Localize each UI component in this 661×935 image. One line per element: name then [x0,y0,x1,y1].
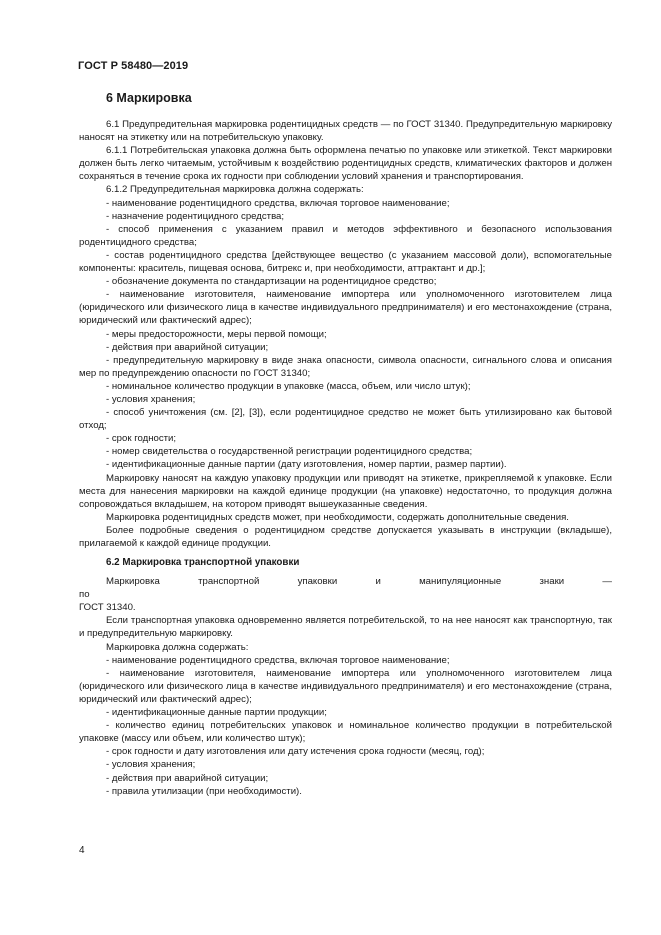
paragraph: - правила утилизации (при необходимости). [106,785,302,797]
paragraph: - срок годности и дату изготовления или дату истечения срока годности (месяц, год); [106,746,485,758]
paragraph: 6.1.2 Предупредительная маркировка должна содержать: [106,184,364,196]
transport-marking-line: Маркировка транспортной упаковки и манипуляционные знаки — по [79,576,612,601]
section-title: 6 Маркировка [106,91,192,105]
subsection-title: 6.2 Маркировка транспортной упаковки [106,557,300,569]
paragraph: - действия при аварийной ситуации; [106,772,269,784]
paragraph: - действия при аварийной ситуации; [106,341,269,353]
paragraph: - обозначение документа по стандартизации на родентицидное средство; [106,276,437,288]
paragraph: - состав родентицидного средства [действующее вещество (с указанием массовой доли), вспомогательные компоненты: краситель, пищевая основа, битрекс и, при необходимости, аттрактант и др.]; [79,249,612,275]
paragraph: - количество единиц потребительских упаковок и номинальное количество продукции в потребительской упаковке (массу или объем, или количество штук); [79,720,612,745]
paragraph: - наименование изготовителя, наименование импортера или уполномоченного изготовителем лица (юридического или физического лица в качестве индивидуального предпринимателя) и его местонахождение (страна, юридический или фактический адрес); [79,289,612,327]
paragraph: Маркировка должна содержать: [106,641,249,653]
paragraph: - назначение родентицидного средства; [106,210,285,222]
paragraph: - наименование родентицидного средства, включая торговое наименование; [106,654,450,666]
paragraph: - идентификационные данные партии продукции; [106,707,327,719]
paragraph: - идентификационные данные партии (дату изготовления, номер партии, размер партии). [106,459,507,471]
paragraph: - меры предосторожности, меры первой помощи; [106,328,327,340]
paragraph: - номинальное количество продукции в упаковке (масса, объем, или число штук); [106,380,471,392]
paragraph: 6.1.1 Потребительская упаковка должна быть оформлена печатью по упаковке или этикеткой. Текст маркировки должен быть легко читаемым, устойчивым к воздействию родентицидных средств, климатических факторов и должен сохраняться в течение срока их годности при соблюдении условий хранения и транспортирования. [79,145,612,183]
document-header: ГОСТ Р 58480—2019 [78,60,189,72]
paragraph: - предупредительную маркировку в виде знака опасности, символа опасности, сигнального слова и описания мер по предупреждению опасности по ГОСТ 31340; [79,354,612,379]
paragraph: - условия хранения; [106,759,196,771]
paragraph: - наименование изготовителя, наименование импортера или уполномоченного изготовителем лица (юридического или физического лица в качестве индивидуального предпринимателя) и его местонахождение (страна, юридический или фактический адрес); [79,667,612,705]
document-body [79,90,612,798]
paragraph: - условия хранения; [106,393,196,405]
paragraph: 6.1 Предупредительная маркировка родентицидных средств — по ГОСТ 31340. Предупредительную маркировку наносят на этикетку или на потребительскую упаковку. [79,119,612,144]
paragraph: Маркировку наносят на каждую упаковку продукции или приводят на этикетке, прикрепляемой к упаковке. Если места для нанесения маркировки на каждой единице продукции (на упаковке) недостаточно, то продукция должна сопровождаться вкладышем, на котором приводят вышеуказанные сведения. [79,472,612,510]
page-number: 4 [79,845,85,856]
paragraph: Маркировка родентицидных средств может, при необходимости, содержать дополнительные сведения. [106,511,569,523]
paragraph: - способ уничтожения (см. [2], [3]), если родентицидное средство не может быть утилизировано как бытовой отход; [79,407,612,432]
paragraph: - способ применения с указанием правил и методов эффективного и безопасного использования родентицидного средства; [79,223,612,248]
paragraph: - наименование родентицидного средства, включая торговое наименование; [106,197,450,209]
section-6-2-paragraphs [79,601,612,797]
paragraph: - срок годности; [106,433,177,445]
paragraph: ГОСТ 31340. [79,602,136,614]
paragraph: - номер свидетельства о государственной регистрации родентицидного средства; [106,446,473,458]
paragraph: Более подробные сведения о родентицидном средстве допускается указывать в инструкции (вкладыше), прилагаемой к каждой единице продукции. [79,524,612,549]
section-6-1-paragraphs [79,118,612,550]
paragraph: Если транспортная упаковка одновременно является потребительской, то на нее наносят как транспортную, так и предупредительную маркировку. [79,615,612,640]
